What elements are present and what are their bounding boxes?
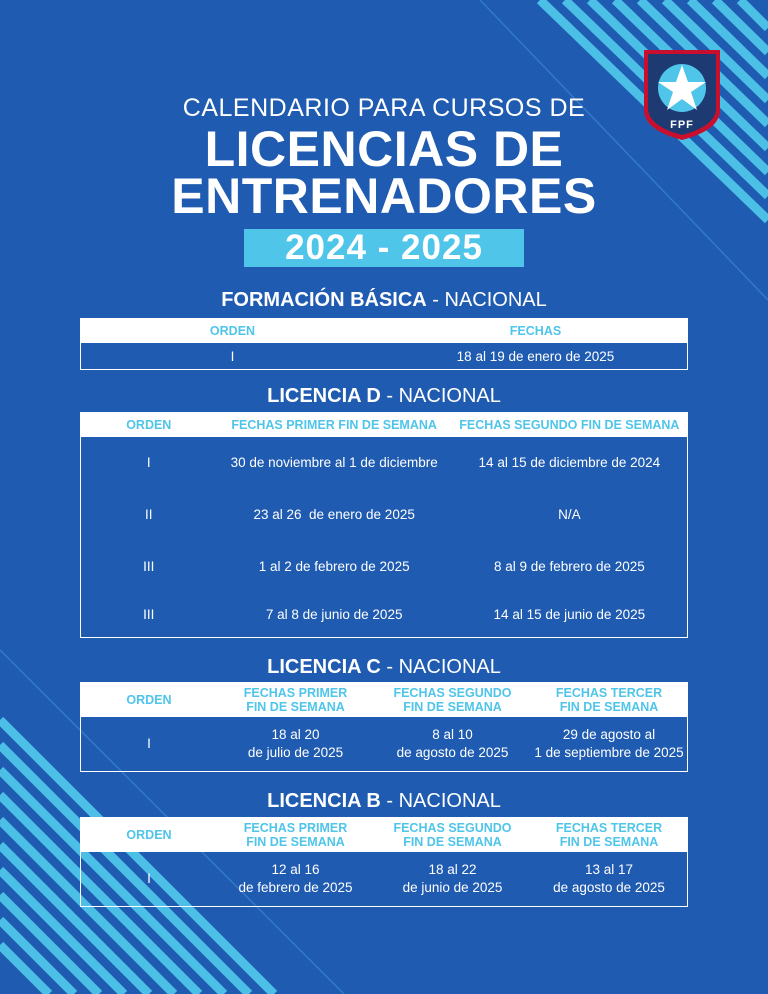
section-title-bold: LICENCIA D (267, 385, 381, 407)
header-orden: ORDEN (209, 324, 256, 338)
cell-line: 18 al 20 (271, 727, 320, 742)
cell-line: 12 al 16 (271, 862, 320, 877)
logo-text: FPF (670, 119, 694, 131)
table-row (81, 487, 687, 541)
table-licencia-b (80, 817, 688, 907)
table-header (81, 319, 687, 343)
section-title-licencia-b (0, 790, 768, 812)
header-line: FECHAS SEGUNDO (393, 821, 512, 835)
header-line: FIN DE SEMANA (403, 700, 502, 714)
section-title-rest: - NACIONAL (380, 790, 501, 812)
cell-orden: III (143, 558, 155, 574)
section-title-bold: LICENCIA C (267, 656, 381, 678)
table-row (81, 541, 687, 591)
table-row (81, 717, 687, 771)
header-line: FIN DE SEMANA (403, 835, 502, 849)
cell-line: 18 al 22 (428, 862, 477, 877)
cell-primer-fin: 23 al 26 de enero de 2025 (253, 506, 415, 522)
cell-line: de agosto de 2025 (396, 745, 509, 760)
header-primer-fin: FECHAS PRIMER FIN DE SEMANA (231, 418, 437, 432)
section-title-rest: - NACIONAL (426, 289, 547, 311)
table-row (81, 852, 687, 906)
header-line: FECHAS PRIMER (243, 821, 348, 835)
cell-line: 1 de septiembre de 2025 (534, 745, 684, 760)
cell-line: de febrero de 2025 (238, 880, 353, 895)
header-primer-fin (217, 821, 374, 849)
cell-orden: I (147, 871, 151, 886)
header-tercer-fin (531, 821, 687, 849)
header-line: FIN DE SEMANA (246, 700, 345, 714)
header-line: FIN DE SEMANA (559, 700, 659, 714)
cell-line: 13 al 17 (584, 862, 634, 877)
cell-line: de junio de 2025 (402, 880, 503, 895)
header-title-line2: ENTRENADORES (171, 168, 597, 224)
header-line: FECHAS TERCER (555, 821, 663, 835)
cell-line: de agosto de 2025 (553, 880, 665, 895)
cell-segundo-fin (374, 861, 531, 897)
cell-line: 29 de agosto al (562, 727, 656, 742)
section-title-bold: LICENCIA B (267, 790, 381, 812)
cell-primer-fin (217, 861, 374, 897)
header-orden: ORDEN (126, 693, 172, 707)
cell-orden: I (146, 454, 151, 470)
table-licencia-d (80, 412, 688, 638)
header-fechas: FECHAS (509, 324, 562, 338)
header-segundo-fin (374, 686, 531, 714)
table-header (81, 683, 687, 717)
table-licencia-c (80, 682, 688, 772)
cell-tercer-fin (531, 861, 687, 897)
section-title-formacion-basica (0, 289, 768, 311)
header-subtitle: CALENDARIO PARA CURSOS DE (182, 94, 586, 122)
cell-segundo-fin: 14 al 15 de diciembre de 2024 (478, 454, 661, 470)
cell-line: 8 al 10 (432, 727, 473, 742)
header-line: FIN DE SEMANA (246, 835, 345, 849)
cell-orden: III (143, 606, 155, 622)
section-title-rest: - NACIONAL (380, 656, 501, 678)
cell-primer-fin: 1 al 2 de febrero de 2025 (258, 558, 410, 574)
cell-line: de julio de 2025 (247, 745, 344, 760)
header-line: FECHAS TERCER (555, 686, 663, 700)
section-title-rest: - NACIONAL (380, 385, 501, 407)
stripe-bottom-left (0, 945, 49, 994)
header-orden: ORDEN (126, 828, 172, 842)
header-line: FECHAS SEGUNDO (393, 686, 512, 700)
header-primer-fin (217, 686, 374, 714)
section-title-bold: FORMACIÓN BÁSICA (221, 289, 427, 311)
cell-tercer-fin (531, 726, 687, 762)
cell-fechas: 18 al 19 de enero de 2025 (456, 348, 615, 364)
table-formacion-basica (80, 318, 688, 370)
cell-primer-fin: 30 de noviembre al 1 de diciembre (230, 454, 438, 470)
year-badge: 2024 - 2025 (244, 229, 524, 267)
header-title-line1: LICENCIAS DE (204, 121, 564, 177)
cell-segundo-fin: N/A (558, 506, 581, 522)
header-tercer-fin (531, 686, 687, 714)
table-row (81, 437, 687, 487)
cell-segundo-fin (374, 726, 531, 762)
cell-segundo-fin: 14 al 15 de junio de 2025 (493, 606, 646, 622)
table-header (81, 818, 687, 852)
header-orden: ORDEN (126, 418, 172, 432)
header-segundo-fin: FECHAS SEGUNDO FIN DE SEMANA (459, 418, 680, 432)
cell-orden: I (147, 736, 151, 751)
table-header (81, 413, 687, 437)
header-segundo-fin (374, 821, 531, 849)
cell-primer-fin (217, 726, 374, 762)
cell-orden: II (145, 506, 153, 522)
header-line: FIN DE SEMANA (559, 835, 659, 849)
cell-primer-fin: 7 al 8 de junio de 2025 (265, 606, 403, 622)
section-title-licencia-c (0, 656, 768, 678)
table-row (81, 591, 687, 637)
cell-orden: I (230, 348, 235, 364)
header-line: FECHAS PRIMER (243, 686, 348, 700)
section-title-licencia-d (0, 385, 768, 407)
cell-segundo-fin: 8 al 9 de febrero de 2025 (493, 558, 645, 574)
table-row (81, 343, 687, 369)
